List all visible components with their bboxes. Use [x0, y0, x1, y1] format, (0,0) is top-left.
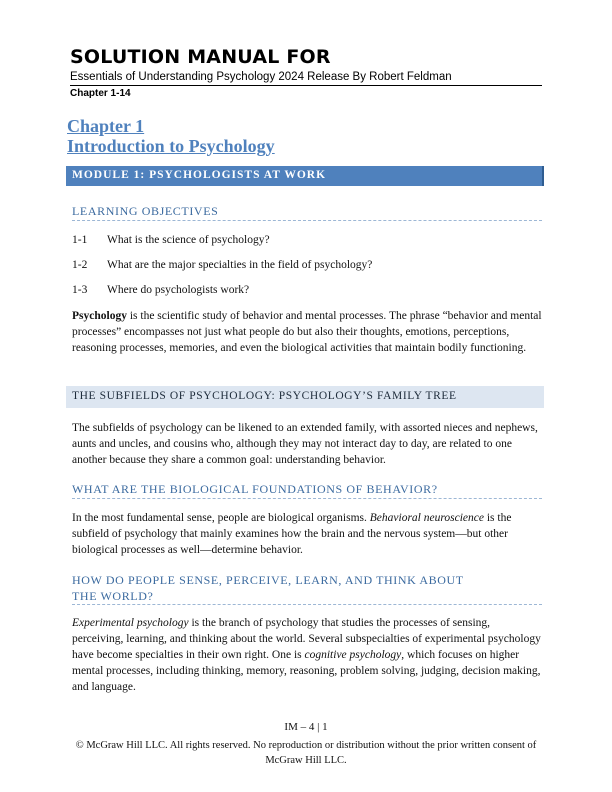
cognitive-psychology-term: cognitive psychology — [304, 649, 402, 661]
behavioral-neuroscience-term: Behavioral neuroscience — [369, 512, 484, 524]
biological-heading: WHAT ARE THE BIOLOGICAL FOUNDATIONS OF BEHAVIOR? — [72, 482, 438, 496]
subfields-banner — [66, 386, 544, 408]
manual-subtitle: Essentials of Understanding Psychology 2024 Release By Robert Feldman — [70, 71, 452, 83]
objective-item: 1-1 What is the science of psychology? — [72, 234, 270, 246]
psychology-definition: Psychology is the scientific study of behavior and mental processes. The phrase “behavior and mental processes” encompasses not just what people do but also their thoughts, emotions, perceptions, reasoning processes, memories, and even the biological activities that maintain bodily functioning. — [72, 310, 542, 354]
learning-objectives-heading: LEARNING OBJECTIVES — [72, 204, 219, 218]
module-banner — [66, 166, 544, 186]
sensing-paragraph: Experimental psychology is the branch of psychology that studies the processes of sensing, perceiving, learning, and thinking about the world. Several subspecialties of experimental psychology have become specialties in their own right. One is cognitive psychology, which focuses on higher mental processes, including thinking, memory, reasoning, problem solving, judging, decision making, and language. — [72, 617, 541, 693]
module-title: MODULE 1: PSYCHOLOGISTS AT WORK — [72, 169, 327, 181]
objective-item: 1-3 Where do psychologists work? — [72, 284, 250, 296]
section-divider — [72, 498, 542, 499]
subfields-heading: THE SUBFIELDS OF PSYCHOLOGY: PSYCHOLOGY’S FAMILY TREE — [72, 390, 457, 402]
chapter-title-link[interactable]: Introduction to Psychology — [67, 136, 275, 156]
chapter-range: Chapter 1-14 — [70, 88, 131, 99]
page-number: IM – 4 | 1 — [284, 721, 328, 733]
subfields-paragraph: The subfields of psychology can be likened to an extended family, with assorted nieces and nephews, aunts and uncles, and cousins who, although they may not interact day to day, are related to one another because they share a common goal: understanding behavior. — [72, 422, 538, 466]
sensing-heading: HOW DO PEOPLE SENSE, PERCEIVE, LEARN, AND THINK ABOUT THE WORLD? — [72, 573, 464, 603]
biological-paragraph: In the most fundamental sense, people are biological organisms. Behavioral neuroscience is the subfield of psychology that mainly examines how the brain and the nervous system—but other biological processes as well—determine behavior. — [72, 512, 512, 556]
objective-item: 1-2 What are the major specialties in the field of psychology? — [72, 259, 373, 271]
section-divider — [72, 604, 542, 605]
copyright-notice: © McGraw Hill LLC. All rights reserved. No reproduction or distribution without the prior written consent of McGraw Hill LLC. — [75, 740, 537, 766]
chapter-number-link[interactable]: Chapter 1 — [67, 116, 145, 136]
experimental-psychology-term: Experimental psychology — [72, 617, 189, 629]
psychology-term: Psychology — [72, 310, 127, 322]
header-divider — [70, 85, 542, 86]
manual-title: SOLUTION MANUAL FOR — [70, 46, 331, 68]
section-divider — [72, 220, 542, 221]
